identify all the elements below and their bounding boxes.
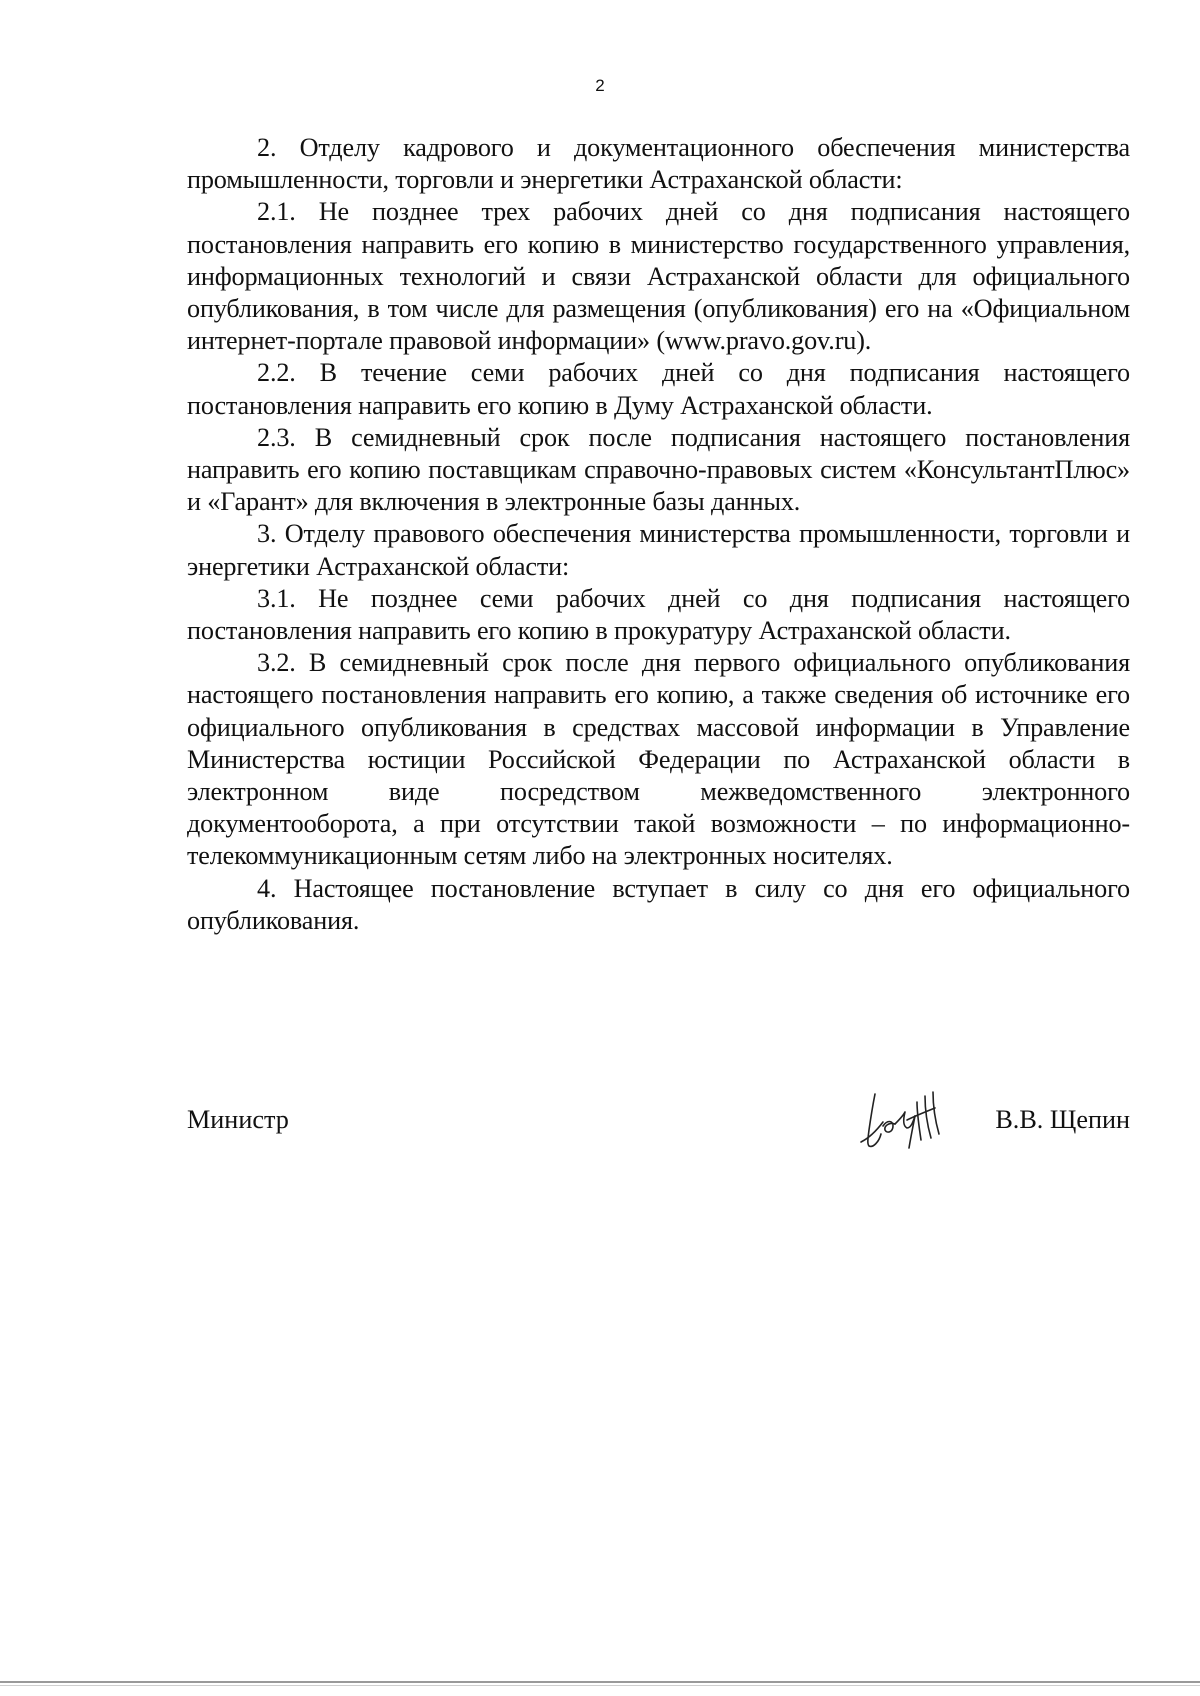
paragraph-3-2: 3.2. В семидневный срок после дня первого официального опубликования настоящего постановления направить его копию, а также сведения об источнике его официального опубликования в средствах массовой информации в Управление Министерства юстиции Российской Федерации по Астраханской области в электронном виде посредством межведомственного электронного документооборота, а при отсутствии такой возможности – по информационно-телекоммуникационным сетям либо на электронных носителях.	[187, 648, 1130, 871]
handwritten-signature-icon	[857, 1086, 957, 1152]
signature-block	[187, 1086, 1130, 1156]
paragraph-3: 3. Отделу правового обеспечения министерства промышленности, торговли и энергетики Астраханской области:	[187, 519, 1130, 581]
paragraph-3-1: 3.1. Не позднее семи рабочих дней со дня подписания настоящего постановления направить его копию в прокуратуру Астраханской области.	[187, 583, 1130, 646]
paragraph-2: 2. Отделу кадрового и документационного обеспечения министерства промышленности, торговли и энергетики Астраханской области:	[187, 133, 1130, 195]
document-body	[187, 132, 1130, 937]
scan-bottom-edge-shadow	[0, 1685, 1200, 1686]
paragraph-2-3: 2.3. В семидневный срок после подписания настоящего постановления направить его копию поставщикам справочно-правовых систем «КонсультантПлюс» и «Гарант» для включения в электронные базы данных.	[187, 422, 1130, 517]
paragraph-4: 4. Настоящее постановление вступает в силу со дня его официального опубликования.	[187, 873, 1130, 935]
signer-name: В.В. Щепин	[995, 1105, 1130, 1134]
scan-bottom-edge	[0, 1681, 1200, 1683]
page-number: 2	[595, 76, 605, 95]
signer-position: Министр	[187, 1105, 289, 1134]
paragraph-2-2: 2.2. В течение семи рабочих дней со дня подписания настоящего постановления направить его копию в Думу Астраханской области.	[187, 358, 1130, 420]
paragraph-2-1: 2.1. Не позднее трех рабочих дней со дня подписания настоящего постановления направить его копию в министерство государственного управления, информационных технологий и связи Астраханской области для официального опубликования, в том числе для размещения (опубликования) его на «Официальном интернет-портале правовой информации» (www.pravo.gov.ru).	[187, 197, 1130, 356]
